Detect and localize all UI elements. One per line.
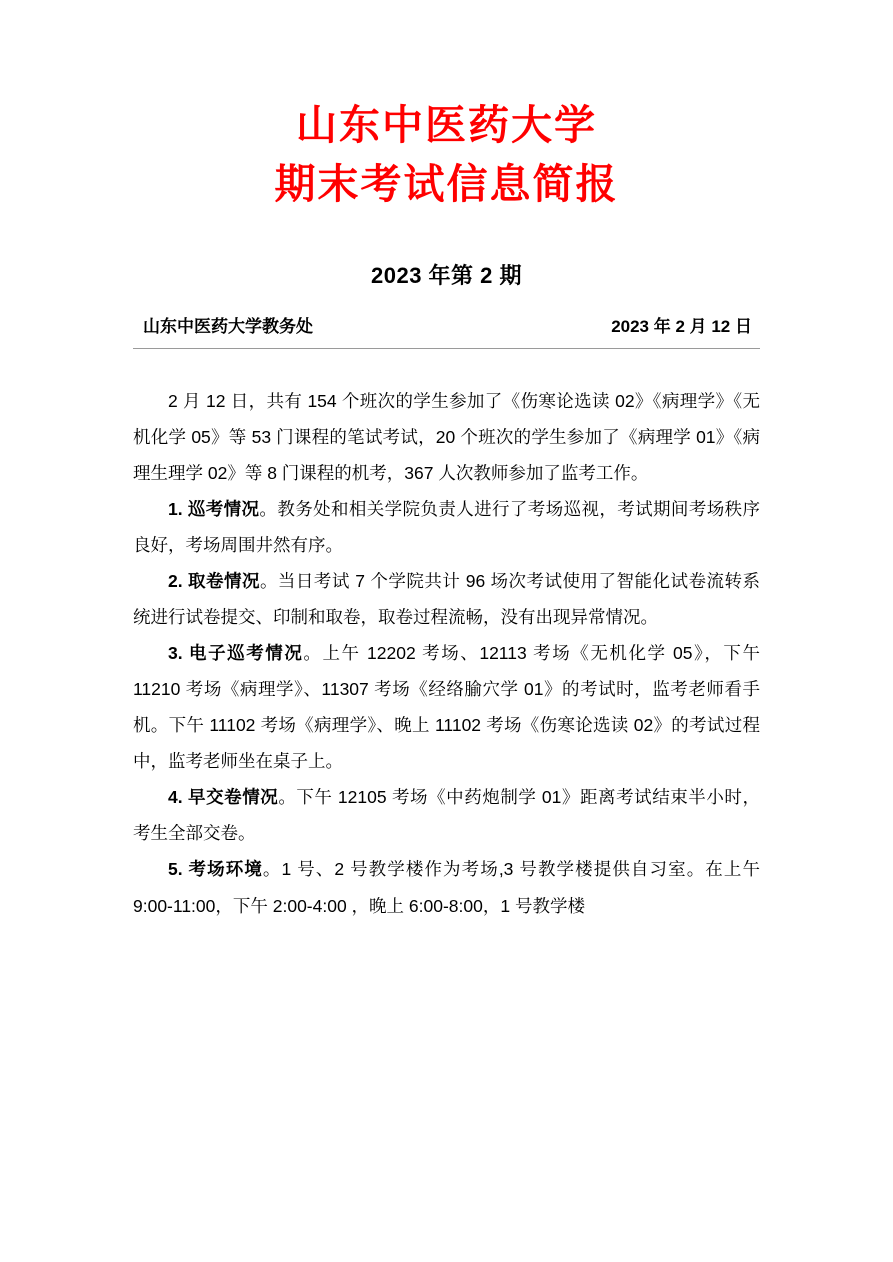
paragraph-paper-retrieval <box>133 563 760 635</box>
paragraph-early-submission <box>133 779 760 851</box>
issue-number: 2023 年第 2 期 <box>370 262 522 288</box>
paragraph-text: 。上午 12202 考场、12113 考场《无机化学 05》，下午 11210 考场《病理学》、11307 考场《经络腧穴学 01》的考试时，监考老师看手机。下午 11102 考场《病理学》、晚上 11102 考场《伤寒论选读 02》的考试过程中，监考老师坐在桌子上。 <box>133 643 760 772</box>
issuing-department: 山东中医药大学教务处 <box>143 316 313 336</box>
paragraph-inspection <box>133 491 760 563</box>
body-text <box>133 383 760 924</box>
masthead <box>133 96 760 215</box>
paragraph-text: 。教务处和相关学院负责人进行了考场巡视，考试期间考场秩序良好，考场周围井然有序。 <box>133 499 760 556</box>
byline <box>133 312 760 337</box>
header-divider <box>133 348 760 349</box>
paragraph-text: 。当日考试 7 个学院共计 96 场次考试使用了智能化试卷流转系统进行试卷提交、印制和取卷，取卷过程流畅，没有出现异常情况。 <box>133 571 760 628</box>
paragraph-exam-environment <box>133 851 760 923</box>
paragraph-text: 。1 号、2 号教学楼作为考场,3 号教学楼提供自习室。在上午 9:00-11:00，下午 2:00-4:00 ，晚上 6:00-8:00，1 号教学楼 <box>133 859 760 916</box>
masthead-title-line-1: 山东中医药大学 <box>296 102 597 148</box>
paragraph-lead: 1. 巡考情况 <box>168 499 260 520</box>
paragraph-lead: 3. 电子巡考情况 <box>168 643 304 664</box>
issue-date: 2023 年 2 月 12 日 <box>611 316 752 336</box>
paragraph-lead: 5. 考场环境 <box>168 859 263 880</box>
paragraph-text: 。下午 12105 考场《中药炮制学 01》距离考试结束半小时，考生全部交卷。 <box>133 787 760 844</box>
paragraph-lead: 2. 取卷情况 <box>168 571 260 592</box>
paragraph-text: 2 月 12 日，共有 154 个班次的学生参加了《伤寒论选读 02》《病理学》《无机化学 05》等 53 门课程的笔试考试，20 个班次的学生参加了《病理学 01》《病理生理学 02》等 8 门课程的机考，367 人次教师参加了监考工作。 <box>133 390 760 483</box>
masthead-title-line-2: 期末考试信息简报 <box>274 161 619 208</box>
paragraph-electronic-inspection <box>133 635 760 779</box>
paragraph-lead: 4. 早交卷情况 <box>168 787 279 808</box>
document-content <box>133 0 760 924</box>
paragraph-summary <box>133 383 760 491</box>
